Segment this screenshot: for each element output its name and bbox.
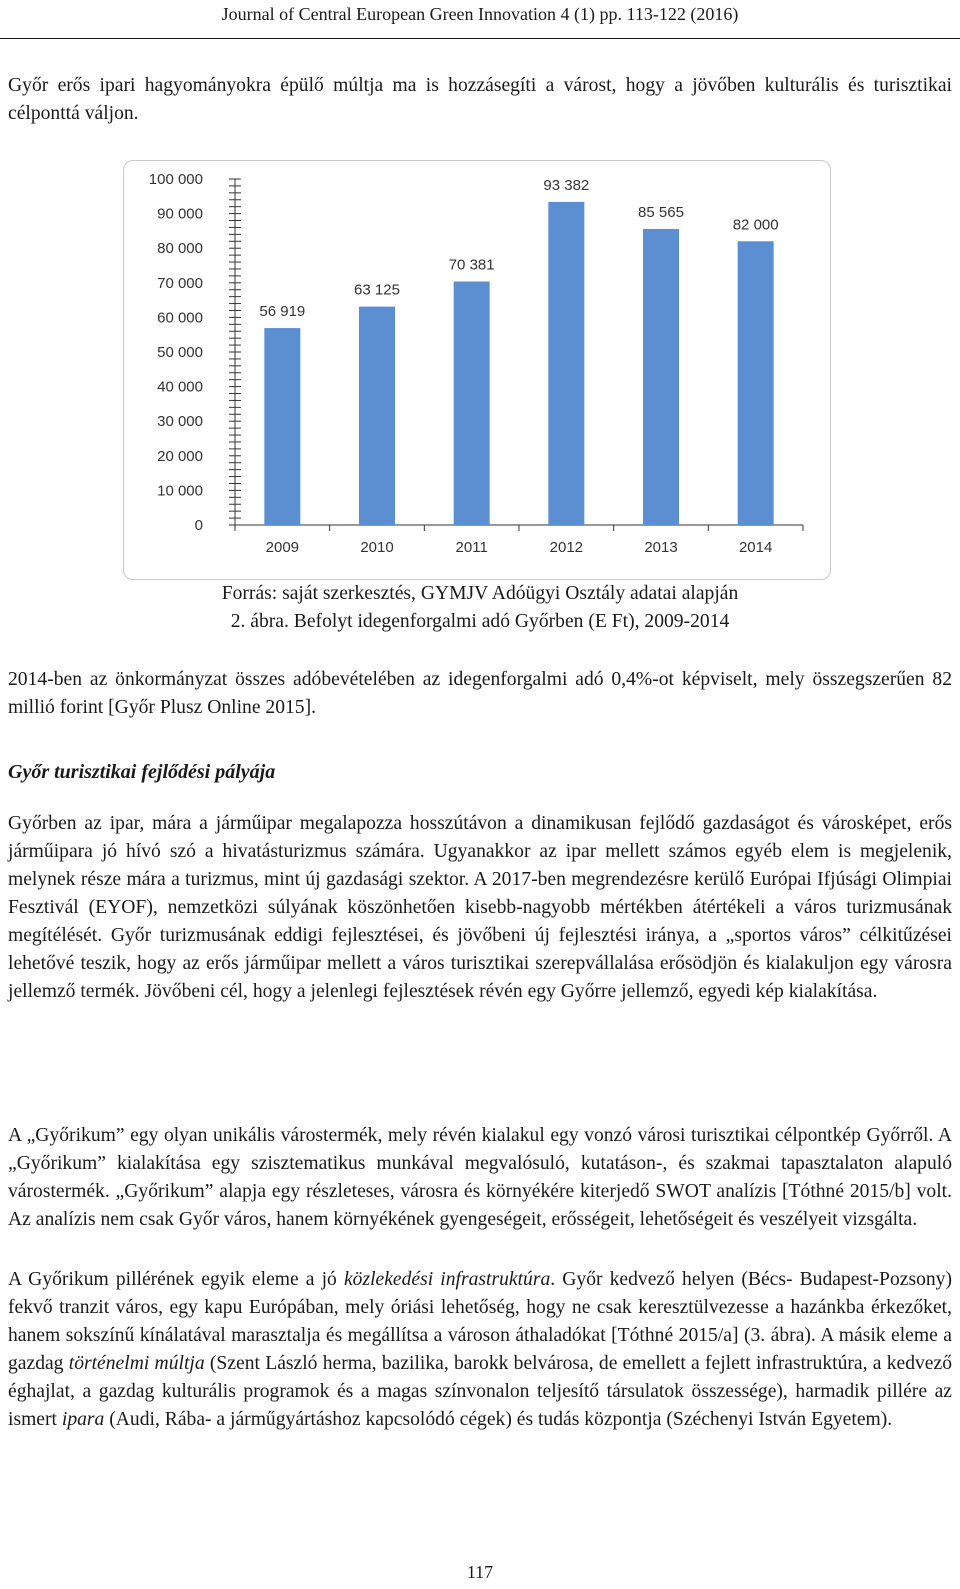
- header-rule: [0, 38, 960, 39]
- y-tick-label: 10 000: [157, 482, 203, 500]
- bar-chart: [123, 160, 831, 580]
- bar-2013: [643, 229, 679, 525]
- x-tick-label-2009: 2009: [265, 539, 300, 556]
- bar-2012: [548, 202, 584, 525]
- paragraph-4-emphasis-3: ipara: [61, 1409, 105, 1430]
- data-label-2009: 56 919: [259, 303, 306, 321]
- data-label-2012: 93 382: [543, 176, 590, 194]
- paragraph-4-part-4: (Audi, Rába- a járműgyártáshoz kapcsolódó cégek) és tudás központja (Széchenyi István Egyetem).: [104, 1409, 893, 1430]
- paragraph-1: 2014-ben az önkormányzat összes adóbevételében az idegenforgalmi adó 0,4%-ot képviselt, mely összegszerűen 82 millió forint [Győr Plusz Online 2015].: [8, 669, 952, 718]
- x-tick-label-2012: 2012: [549, 539, 584, 556]
- data-label-2013: 85 565: [638, 203, 684, 221]
- paragraph-2: Győrben az ipar, mára a járműipar megalapozza hosszútávon a dinamikusan fejlődő gazdaságot és városképet, erős járműipara jó hívó szó a hivatásturizmus számára. Ugyanakkor az ipar mellett számos egyéb elem is megjelenik, melynek része mára a turizmus, mint új gazdasági szektor. A 2017-ben megrendezésre kerülő Európai Ifjúsági Olimpiai Fesztivál (EYOF), nemzetközi súlyának köszönhetően kisebb-nagyobb mértékben átértékeli a város turizmusának megítélését. Győr turizmusának eddigi fejlesztései, és jövőbeni új fejlesztési iránya, a „sportos város” célkitűzései lehetővé teszik, hogy az erős járműipar mellett a város turisztikai szerepvállalása erősödjön és kialakuljon egy városra jellemző termék. Jövőbeni cél, hogy a jelenlegi fejlesztések révén egy Győrre jellemző, egyedi kép kialakítása.: [8, 813, 952, 1002]
- y-tick-label: 40 000: [157, 378, 203, 396]
- data-label-2010: 63 125: [354, 281, 400, 299]
- paragraph-4-part-1: A Győrikum pillérének egyik eleme a jó: [8, 1269, 344, 1290]
- y-tick-label: 90 000: [157, 205, 203, 223]
- y-tick-label: 20 000: [157, 447, 203, 465]
- y-tick-label: 70 000: [157, 274, 203, 292]
- paragraph-4-emphasis-2: történelmi múltja: [68, 1353, 205, 1374]
- bar-2011: [454, 281, 490, 525]
- paragraph-4-part-3: (Szent László herma, bazilika, barokk belvárosa, de emellett a fejlett infrastruktúra, a kedvező éghajlat, a gazdag kulturális programok és a magas színvonalon teljesítő társulatok összessége), harmadik pillére az ismert: [8, 1353, 952, 1430]
- data-label-2014: 82 000: [732, 216, 779, 234]
- data-label-2011: 70 381: [448, 256, 495, 274]
- paragraph-4-part-2: . Győr kedvező helyen (Bécs- Budapest-Pozsony) fekvő tranzit város, egy kapu Európában, mely óriási lehetőség, hogy ne csak keresztülvezesse a hazánkba érkezőket, hanem sokszínű kínálatával marasztalja és megállítsa a városon áthaladókat [Tóthné 2015/a] (3. ábra). A másik eleme a gazdag: [8, 1269, 952, 1374]
- y-tick-label: 30 000: [157, 413, 203, 431]
- intro-paragraph: Győr erős ipari hagyományokra épülő múltja ma is hozzásegíti a várost, hogy a jövőben kulturális és turisztikai célponttá váljon.: [8, 75, 952, 124]
- y-tick-label: 80 000: [157, 240, 203, 258]
- y-tick-label: 0: [194, 517, 203, 534]
- bar-2014: [738, 241, 774, 525]
- figure-caption: 2. ábra. Befolyt idegenforgalmi adó Győrben (E Ft), 2009-2014: [230, 611, 730, 632]
- figure-source: Forrás: saját szerkesztés, GYMJV Adóügyi Osztály adatai alapján: [221, 583, 739, 604]
- bar-2009: [264, 328, 300, 525]
- section-heading: Győr turisztikai fejlődési pályája: [8, 761, 276, 783]
- bar-2010: [359, 307, 395, 525]
- journal-header: Journal of Central European Green Innovation 4 (1) pp. 113-122 (2016): [221, 4, 739, 24]
- x-tick-label-2014: 2014: [738, 539, 773, 556]
- y-tick-label: 50 000: [157, 344, 203, 361]
- x-tick-label-2010: 2010: [360, 539, 394, 556]
- x-tick-label-2013: 2013: [644, 539, 678, 556]
- paragraph-4-emphasis-1: közlekedési infrastruktúra: [343, 1269, 551, 1290]
- y-tick-label: 100 000: [148, 171, 203, 188]
- y-tick-label: 60 000: [157, 309, 203, 327]
- x-tick-label-2011: 2011: [455, 539, 488, 556]
- paragraph-4: [8, 1266, 952, 1434]
- paragraph-3: A „Győrikum” egy olyan unikális várostermék, mely révén kialakul egy vonzó városi turisztikai célpontkép Győrről. A „Győrikum” kialakítása egy szisztematikus munkával megvalósuló, kutatáson-, és szakmai tapasztalaton alapuló várostermék. „Győrikum” alapja egy részleteses, városra és környékére kiterjedő SWOT analízis [Tóthné 2015/b] volt. Az analízis nem csak Győr város, hanem környékének gyengeségeit, erősségeit, lehetőségeit és veszélyeit vizsgálta.: [8, 1125, 952, 1230]
- page-number: 117: [466, 1562, 494, 1582]
